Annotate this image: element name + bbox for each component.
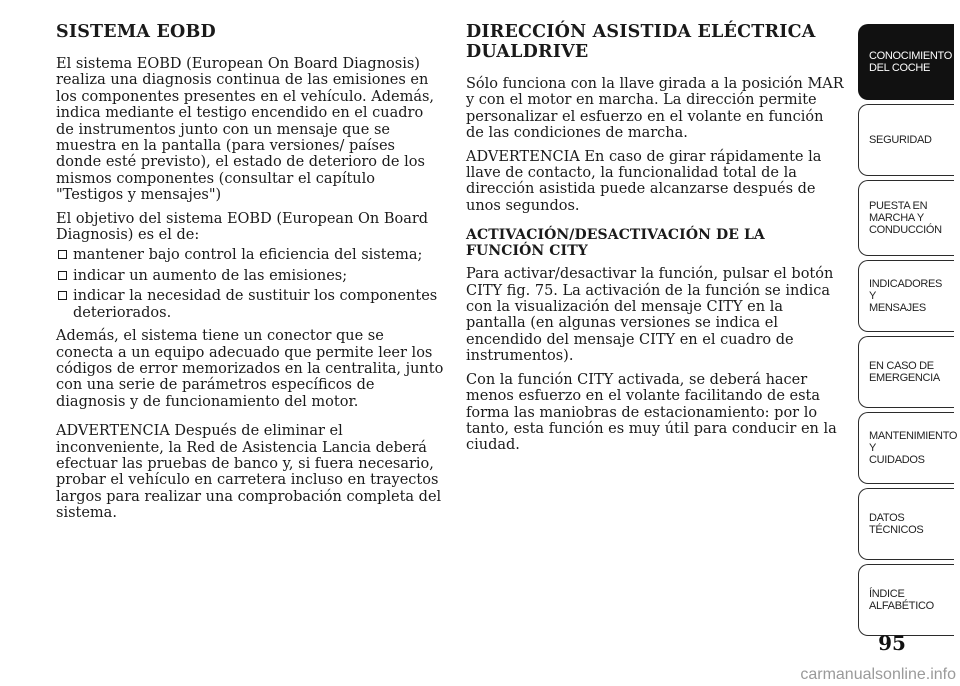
checkbox-bullet-icon [58,250,67,259]
bullet-item [56,247,444,263]
tab-mantenimiento-y-cuidados[interactable]: MANTENIMIENTO Y CUIDADOS [858,412,954,484]
tab-datos-tecnicos[interactable]: DATOS TÉCNICOS [858,488,954,560]
tab-indicadores-y-mensajes[interactable]: INDICADORES Y MENSAJES [858,260,954,332]
tab-seguridad[interactable]: SEGURIDAD [858,104,954,176]
tab-conocimiento-del-coche[interactable]: CONOCIMIENTO DEL COCHE [858,24,954,100]
subheading-city: ACTIVACIÓN/DESACTIVACIÓN DE LA FUNCIÓN CITY [466,227,765,260]
tab-puesta-en-marcha[interactable]: PUESTA EN MARCHA Y CONDUCCIÓN [858,180,954,256]
paragraph: Con la función CITY activada, se deberá hacer menos esfuerzo en el volante facilitando de esta forma las maniobras de estacionamiento: por lo tanto, esta función es muy útil para conducir en la ciudad. [466,371,837,454]
paragraph: Para activar/desactivar la función, pulsar el botón CITY fig. 75. La activación de la función se indica con la visualización del mensaje CITY en la pantalla (en algunas versiones se indica el encendido del mensaje CITY en el cuadro de instrumentos). [466,266,834,365]
bullet-text: indicar la necesidad de sustituir los componentes deteriorados. [73,288,438,321]
checkbox-bullet-icon [58,271,67,280]
paragraph: El sistema EOBD (European On Board Diagnosis) realiza una diagnosis continua de las emisiones en los componentes presentes en el vehículo. Además, indica mediante el testigo encendido en el cuadro de instrumentos junto con un mensaje que se muestra en la pantalla (para versiones/ países donde esté previsto), el estado de deterioro de los mismos componentes (consultar el capítulo "Testigos y mensajes") [56,56,435,204]
section-heading-eobd: SISTEMA EOBD [56,22,216,42]
paragraph: Sólo funciona con la llave girada a la posición MAR y con el motor en marcha. La dirección permite personalizar el esfuerzo en el volante en función de las condiciones de marcha. [466,76,844,142]
bullet-text: indicar un aumento de las emisiones; [73,267,348,284]
tab-en-caso-de-emergencia[interactable]: EN CASO DE EMERGENCIA [858,336,954,408]
bullet-item [56,268,444,284]
tab-indice-alfabetico[interactable]: ÍNDICE ALFABÉTICO [858,564,954,636]
paragraph: Además, el sistema tiene un conector que se conecta a un equipo adecuado que permite leer los códigos de error memorizados en la centralita, junto con una serie de parámetros específicos de diagnosis y de funcionamiento del motor. [56,328,444,410]
section-heading-dualdrive: DIRECCIÓN ASISTIDA ELÉCTRICA DUALDRIVE [466,22,816,62]
page-number: 95 [878,631,906,655]
chapter-tabs [858,0,958,660]
bullet-item [56,288,444,321]
paragraph: El objetivo del sistema EOBD (European On Board Diagnosis) es el de: [56,210,429,244]
warning-paragraph: ADVERTENCIA En caso de girar rápidamente la llave de contacto, la funcionalidad total de la dirección asistida puede alcanzarse después de unos segundos. [466,148,822,214]
checkbox-bullet-icon [58,291,67,300]
warning-paragraph: ADVERTENCIA Después de eliminar el inconveniente, la Red de Asistencia Lancia deberá efectuar las pruebas de banco y, si fuera necesario, probar el vehículo en carretera incluso en trayectos largos para realizar una comprobación completa del sistema. [56,423,442,522]
left-column [56,22,444,522]
watermark: carmanualsonline.info [800,666,956,683]
bullet-text: mantener bajo control la eficiencia del sistema; [73,247,423,264]
right-column [466,22,844,454]
